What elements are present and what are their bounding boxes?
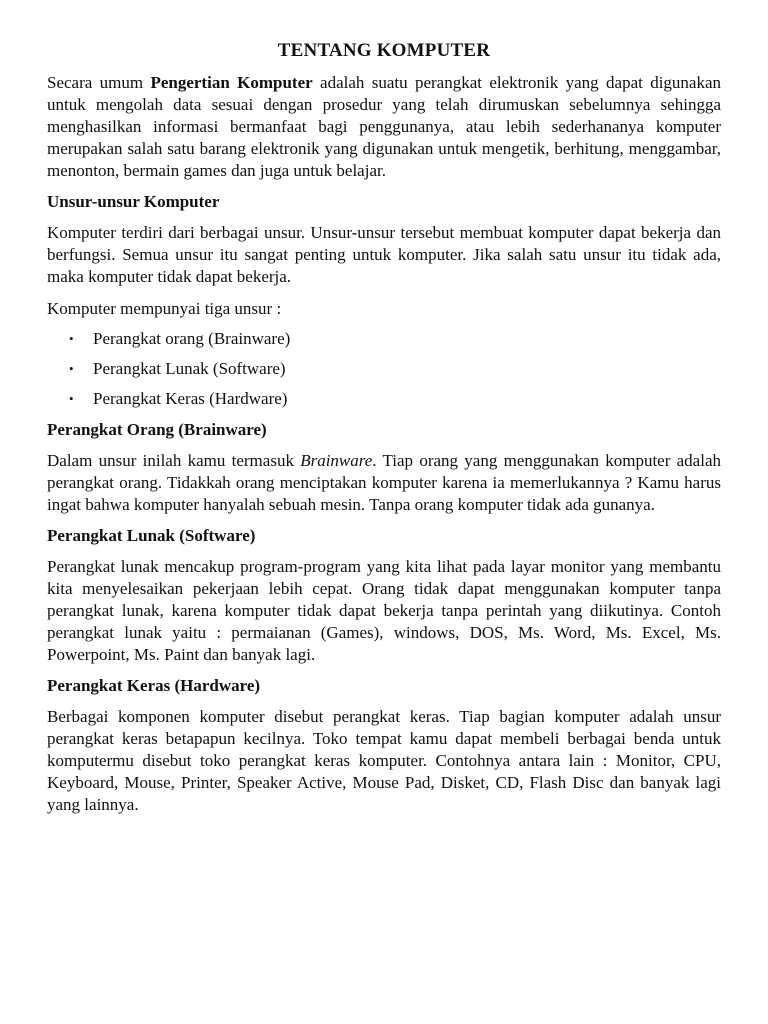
bullet-icon: • xyxy=(69,331,74,346)
software-paragraph: Perangkat lunak mencakup program-program yang kita lihat pada layar monitor yang membantu kita menyelesaikan pekerjaan lebih cepat. Orang tidak dapat menggunakan komputer tanpa perangkat lunak, karena komputer tidak dapat bekerja tanpa perintah yang diikutinya. Contoh perangkat lunak yaitu : permaianan (Games), windows, DOS, Ms. Word, Ms. Excel, Ms. Powerpoint, Ms. Paint dan banyak lagi. xyxy=(47,557,721,664)
list-item-text: Perangkat orang (Brainware) xyxy=(93,329,291,348)
hardware-paragraph: Berbagai komponen komputer disebut perangkat keras. Tiap bagian komputer adalah unsur perangkat keras betapapun kecilnya. Toko tempat kamu dapat membeli berbagai benda untuk komputermu disebut toko perangkat keras komputer. Contohnya antara lain : Monitor, CPU, Keyboard, Mouse, Printer, Speaker Active, Mouse Pad, Disket, CD, Flash Disc dan banyak lagi yang lainnya. xyxy=(47,707,721,814)
brainware-pre: Dalam unsur inilah kamu termasuk xyxy=(47,451,301,470)
brainware-post: . Tiap orang yang menggunakan komputer adalah perangkat orang. Tidakkah orang menciptakan komputer karena ia memerlukannya ? Kamu harus ingat bahwa komputer hanyalah sebuah mesin. Tanpa orang komputer tidak ada gunanya. xyxy=(47,451,721,514)
heading-software: Perangkat Lunak (Software) xyxy=(47,526,256,545)
list-item xyxy=(47,358,721,380)
unsur-paragraph-2: Komputer mempunyai tiga unsur : xyxy=(47,299,282,318)
document-title: TENTANG KOMPUTER xyxy=(277,40,491,61)
list-item xyxy=(47,328,721,350)
intro-paragraph xyxy=(47,72,721,182)
list-item-text: Perangkat Lunak (Software) xyxy=(93,359,286,378)
bullet-icon: • xyxy=(69,361,74,376)
intro-post: adalah suatu perangkat elektronik yang dapat digunakan untuk mengolah data sesuai dengan prosedur yang telah dirumuskan sebelumnya sehingga menghasilkan informasi bermanfaat bagi penggunanya, atau lebih sederhananya komputer merupakan salah satu barang elektronik yang digunakan untuk mengetik, berhitung, menggambar, menonton, bermain games dan juga untuk belajar. xyxy=(47,73,722,180)
brainware-italic-term: Brainware xyxy=(300,451,373,470)
heading-unsur: Unsur-unsur Komputer xyxy=(47,192,220,211)
brainware-paragraph xyxy=(47,450,721,516)
heading-brainware: Perangkat Orang (Brainware) xyxy=(47,420,267,439)
list-item xyxy=(47,388,721,410)
list-item-text: Perangkat Keras (Hardware) xyxy=(93,389,288,408)
unsur-paragraph-1: Komputer terdiri dari berbagai unsur. Unsur-unsur tersebut membuat komputer dapat bekerja dan berfungsi. Semua unsur itu sangat penting untuk komputer. Jika salah satu unsur itu tidak ada, maka komputer tidak dapat bekerja. xyxy=(47,223,721,286)
intro-bold-term: Pengertian Komputer xyxy=(150,73,313,92)
intro-pre: Secara umum xyxy=(47,73,151,92)
heading-hardware: Perangkat Keras (Hardware) xyxy=(47,676,261,695)
unsur-list xyxy=(47,328,721,410)
bullet-icon: • xyxy=(69,391,74,406)
